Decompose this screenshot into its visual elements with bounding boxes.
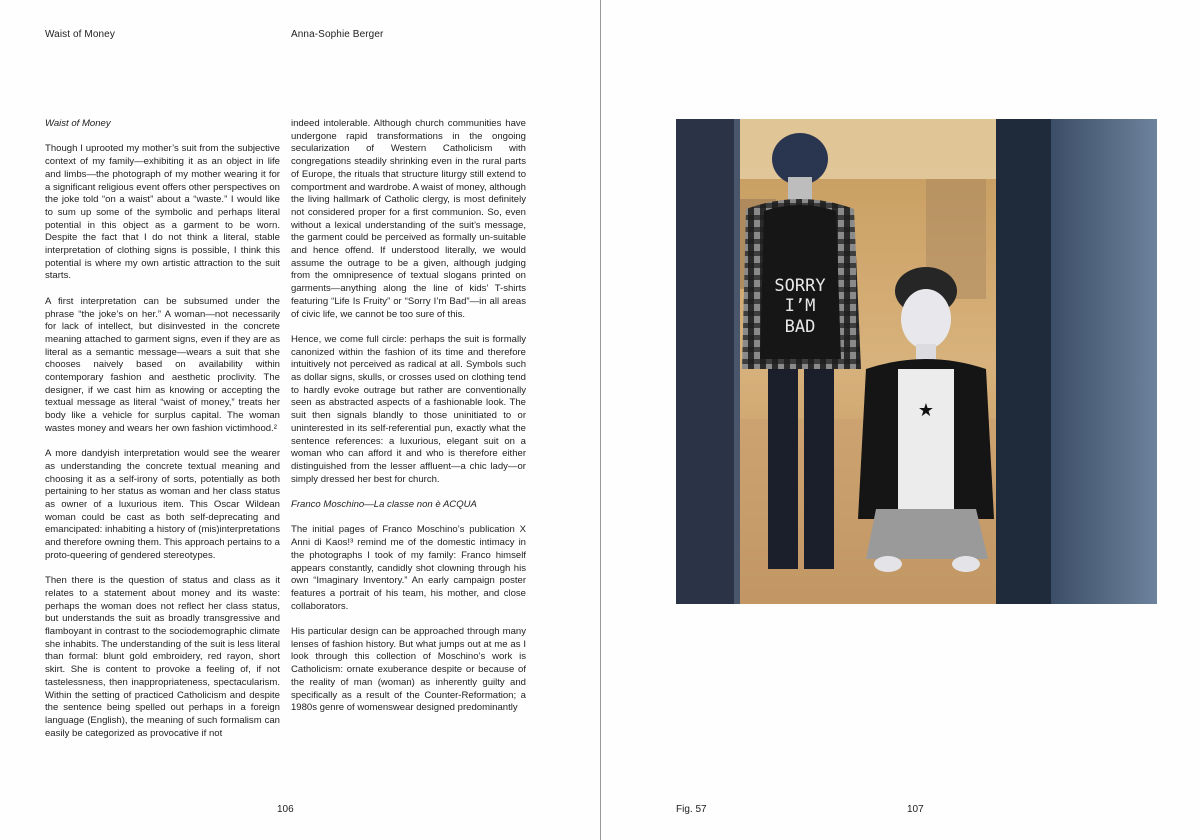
section-heading-moschino: Franco Moschino—La classe non è ACQUA	[291, 499, 477, 511]
figure-caption: Fig. 57	[676, 804, 707, 815]
page-number: 106	[277, 804, 294, 815]
paragraph: His particular design can be approached through many lenses of fashion history. But what jumps out at me as I look through this collection of Moschino’s work is Catholicism: ornate exuberance despite or because of the reality of man (woman) as inherently guilty and specifically as a result of the Counter-Reformation; a 1980s genre of womenswear designed predominantly	[291, 626, 526, 714]
page-number: 107	[907, 804, 924, 815]
running-head-author: Anna-Sophie Berger	[291, 29, 384, 40]
paragraph: Hence, we come full circle: perhaps the suit is formally canonized within the fashion of its time and therefore intuitively not perceived as radical at all. Symbols such as dollar signs, skulls, or crosses used on clothing tend to hardly evoke outrage but rather are conventionally seen as abstracted aspects of a fashionable look. The suit then signals blandly to those uninitiated to or uninterested in its self-referential pun, exactly what the sentence references: a luxurious, elegant suit on a woman who can afford it and who is therefore either distinguished from the lesser affluent—a chic lady—or simply dressed her best for church.	[291, 333, 526, 485]
paragraph: The initial pages of Franco Moschino’s publication X Anni di Kaos!³ remind me of the domestic intimacy in the photographs I took of my family: Franco himself appears constantly, candidly shot clowning through his own “Imaginary Inventory.” An early campaign poster features a portrait of his team, his mother, and close collaborators.	[291, 524, 526, 612]
paragraph: A more dandyish interpretation would see the wearer as understanding the concrete textual meaning and choosing it as a self-irony of sorts, potentially as both pertaining to her status as woman and her class status as owner of a luxurious item. This Oscar Wildean woman could be cast as both self-deprecating and emancipated: inhabiting a history of (mis)interpretations and therefore owning them. This approach pertains to a proto-queering of gendered stereotypes.	[45, 448, 280, 561]
paragraph: A first interpretation can be subsumed under the phrase “the joke’s on her.” A woman—not necessarily for lack of intellect, but disinvested in the concrete meaning attached to garment signs, even if they are as literal as a semantic message—wears a suit that she chooses naively based on availability within contemporary fashion and aesthetic proclivity. The designer, if we cast him as knowing or accepting the textual message as literal “waist of money,” treats her body like a vehicle for surplus capital. The woman wastes money and wears her own fashion victimhood.²	[45, 295, 280, 434]
text-column-1	[45, 118, 280, 786]
running-head-title: Waist of Money	[45, 29, 115, 40]
vest-text-line-3: BAD	[784, 317, 816, 337]
paragraph: Then there is the question of status and class as it relates to a statement about money and its waste: perhaps the woman does not reflect her class status, but understands the suit as broadly transgressive and flamboyant in contrast to the sociodemographic climate she inhabits. The understanding of the suit is less literal than formal: blunt gold embroidery, red rayon, short skirt. She is content to provoke a feeling of, if not tastelessness, then inappropriateness, spectacularism. Within the setting of practiced Catholicism and despite the sentence being spelled out perhaps in a foreign language (English), the meaning of such formalism can easily be categorized as provocative if not	[45, 575, 280, 739]
section-heading-waist-of-money: Waist of Money	[45, 118, 111, 129]
vest-text-line-2: I’M	[784, 296, 816, 316]
figure-photo	[676, 119, 1157, 604]
paragraph: Though I uprooted my mother’s suit from the subjective context of my family—exhibiting it as an object in life and limbs—the photograph of my mother wearing it for a significant religious event offers other perspectives on the joke told “on a waist” about a “waste.” I would like to sum up some of the symbolic and perhaps literal potential in this object as a garment to be worn. Despite the fact that I do not think a literal, stable interpretation of clothing signs is possible, I think this potential is where my own artistic attraction to the suit starts.	[45, 143, 280, 282]
paragraph: indeed intolerable. Although church communities have undergone rapid transformations in the ongoing secularization of Western Catholicism with congregations steadily shrinking even in the rural parts of Europe, the rituals that structure liturgy still extend to comportment and wardrobe. A waist of money, although the living hallmark of Catholic clergy, is most definitely not considered proper for a first communion. So, even without a lexical understanding of the suit’s message, the garment could be perceived as formally un-suitable and hence offend. If understood literally, we would assume the outrage to be a given, although judging from the omnipresence of textual slogans printed on garments—anything along the line of kids’ T-shirts featuring “Life Is Fruity” or “Sorry I’m Bad”—in all areas of civic life, we cannot be too sure of this.	[291, 118, 526, 320]
text-column-2	[291, 118, 526, 786]
vest-text-line-1: SORRY	[774, 276, 826, 296]
svg-text:★: ★	[917, 400, 935, 420]
right-page	[601, 0, 1200, 840]
